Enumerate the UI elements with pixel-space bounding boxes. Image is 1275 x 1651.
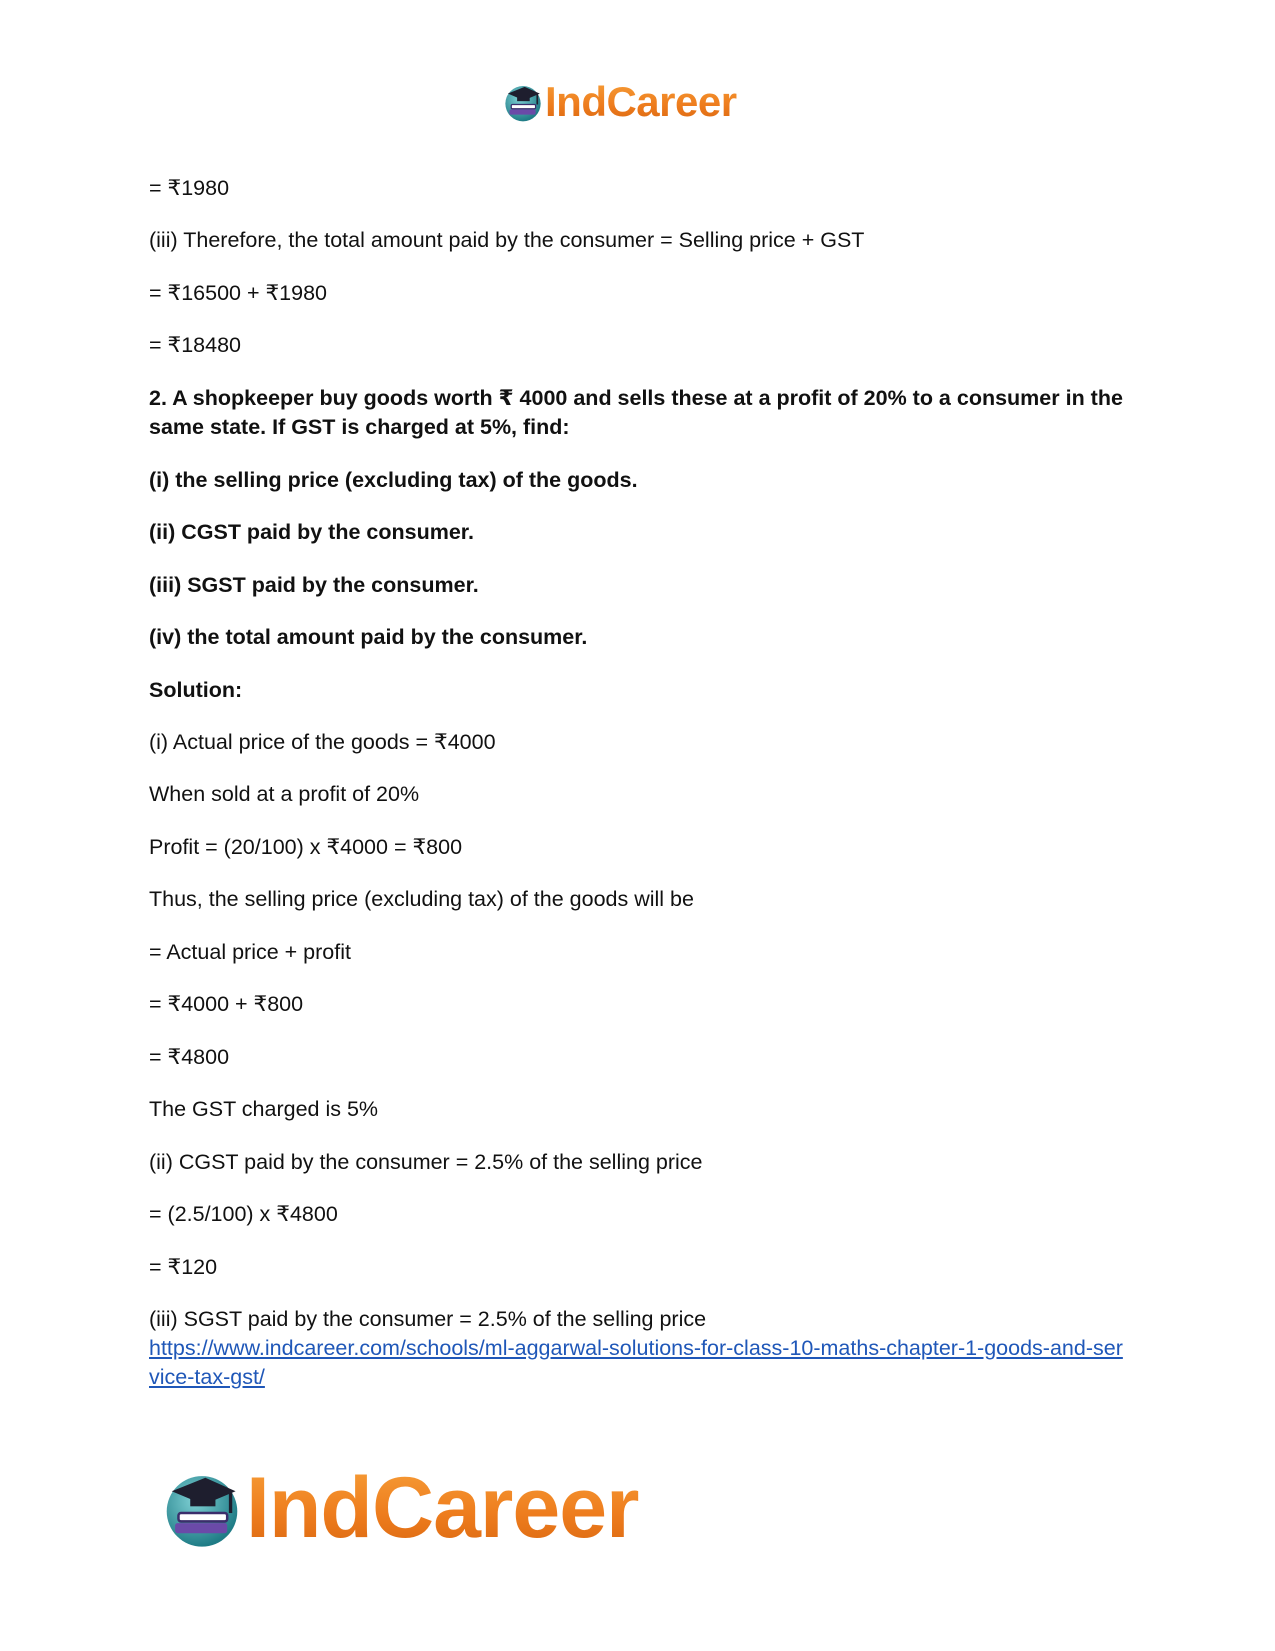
- logo-wordmark: IndCareer: [545, 78, 737, 125]
- graduation-book-globe-icon: [160, 1466, 244, 1550]
- question-part: (ii) CGST paid by the consumer.: [149, 520, 474, 544]
- source-link[interactable]: https://www.indcareer.com/schools/ml-aggarwal-solutions-for-class-10-maths-chapter-1-goods-and-service-tax-gst/: [149, 1336, 1123, 1389]
- solution-heading: Solution:: [149, 678, 243, 702]
- text-line: Profit = (20/100) x ₹4000 = ₹800: [149, 835, 463, 859]
- text-line: (i) Actual price of the goods = ₹4000: [149, 730, 496, 754]
- text-line: = ₹18480: [149, 333, 241, 357]
- text-line: (iii) SGST paid by the consumer = 2.5% of the selling price: [149, 1307, 707, 1331]
- text-line: = ₹1980: [149, 176, 230, 200]
- text-line: When sold at a profit of 20%: [149, 782, 420, 806]
- text-line: = ₹16500 + ₹1980: [149, 281, 328, 305]
- text-line: = ₹4800: [149, 1045, 230, 1069]
- graduation-book-globe-icon: [502, 81, 544, 123]
- header-logo: [502, 78, 737, 126]
- logo-wordmark: IndCareer: [246, 1459, 639, 1556]
- text-line: = (2.5/100) x ₹4800: [149, 1202, 338, 1226]
- text-line: = ₹120: [149, 1255, 218, 1279]
- text-line: = ₹4000 + ₹800: [149, 992, 304, 1016]
- text-line: (iii) Therefore, the total amount paid by the consumer = Selling price + GST: [149, 228, 865, 252]
- question-part: (iii) SGST paid by the consumer.: [149, 573, 479, 597]
- text-line: (ii) CGST paid by the consumer = 2.5% of the selling price: [149, 1150, 703, 1174]
- question-part: (i) the selling price (excluding tax) of the goods.: [149, 468, 638, 492]
- text-line: The GST charged is 5%: [149, 1097, 379, 1121]
- text-line: = Actual price + profit: [149, 940, 351, 964]
- text-line: Thus, the selling price (excluding tax) of the goods will be: [149, 887, 694, 911]
- question-part: (iv) the total amount paid by the consumer.: [149, 625, 588, 649]
- footer-logo: [160, 1459, 639, 1556]
- question-heading: 2. A shopkeeper buy goods worth ₹ 4000 and sells these at a profit of 20% to a consumer in the same state. If GST is charged at 5%, find:: [149, 386, 1123, 439]
